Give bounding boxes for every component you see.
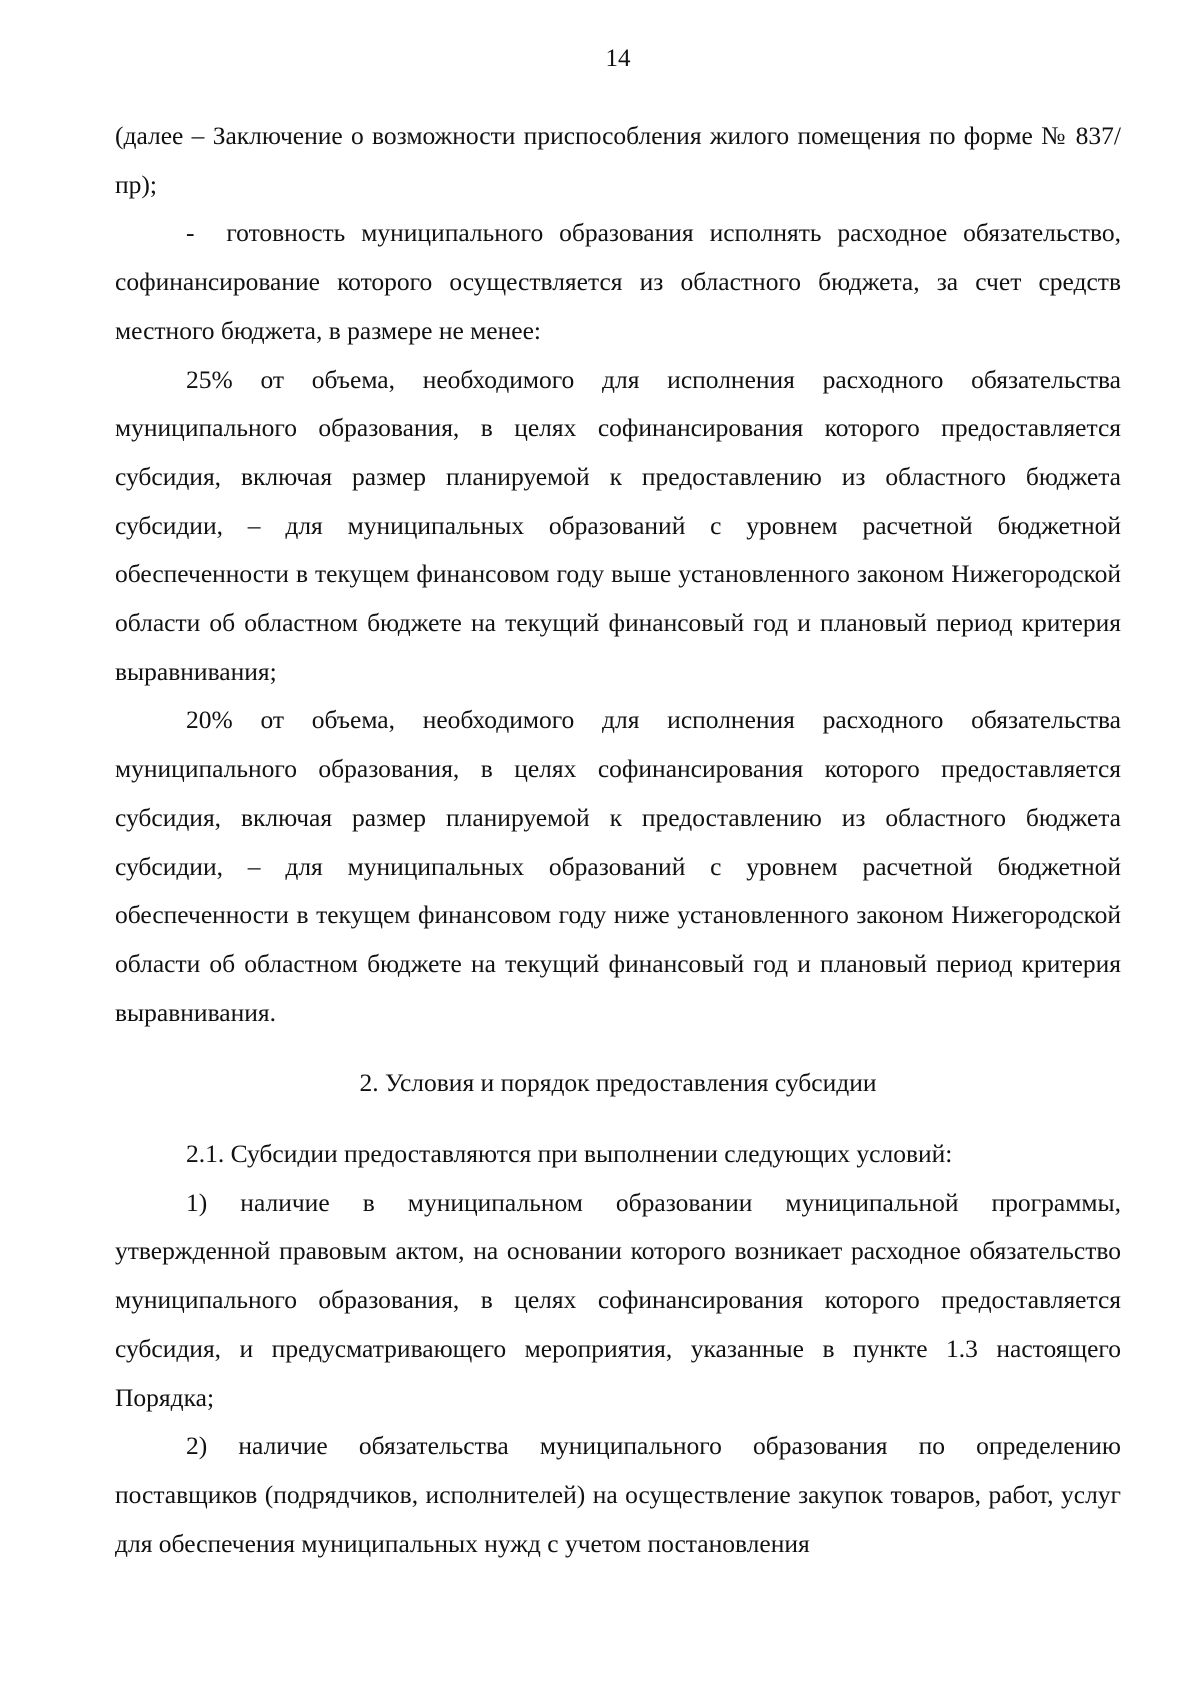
paragraph-continuation: (далее – Заключение о возможности приспособления жилого помещения по форме № 837/пр); [115,121,1121,199]
paragraph-condition-1: 1) наличие в муниципальном образовании муниципальной программы, утвержденной правовым актом, на основании которого возникает расходное обязательство муниципального образования, в целях софинансирования которого предоставляется субсидия, и предусматривающего мероприятия, указанные в пункте 1.3 настоящего Порядка; [115,1187,1121,1412]
page-number: 14 [605,45,631,72]
paragraph-2-1: 2.1. Субсидии предоставляются при выполнении следующих условий: [186,1139,953,1169]
paragraph-20-percent: 20% от объема, необходимого для исполнения расходного обязательства муниципального образования, в целях софинансирования которого предоставляется субсидия, включая размер планируемой к предоставлению из областного бюджета субсидии, – для муниципальных образований с уровнем расчетной бюджетной обеспеченности в текущем финансовом году ниже установленного законом Нижегородской области об областном бюджете на текущий финансовый год и плановый период критерия выравнивания. [115,705,1121,1027]
document-body [115,112,1121,1568]
section-heading: 2. Условия и порядок предоставления субсидии [359,1068,877,1098]
paragraph-readiness-condition: - готовность муниципального образования исполнять расходное обязательство, софинансирование которого осуществляется из областного бюджета, за счет средств местного бюджета, в размере не менее: [115,218,1121,345]
paragraph-25-percent: 25% от объема, необходимого для исполнения расходного обязательства муниципального образования, в целях софинансирования которого предоставляется субсидия, включая размер планируемой к предоставлению из областного бюджета субсидии, – для муниципальных образований с уровнем расчетной бюджетной обеспеченности в текущем финансовом году выше установленного законом Нижегородской области об областном бюджете на текущий финансовый год и плановый период критерия выравнивания; [115,364,1121,686]
paragraph-condition-2: 2) наличие обязательства муниципального образования по определению поставщиков (подрядчиков, исполнителей) на осуществление закупок товаров, работ, услуг для обеспечения муниципальных нужд с учетом постановления [115,1431,1121,1558]
